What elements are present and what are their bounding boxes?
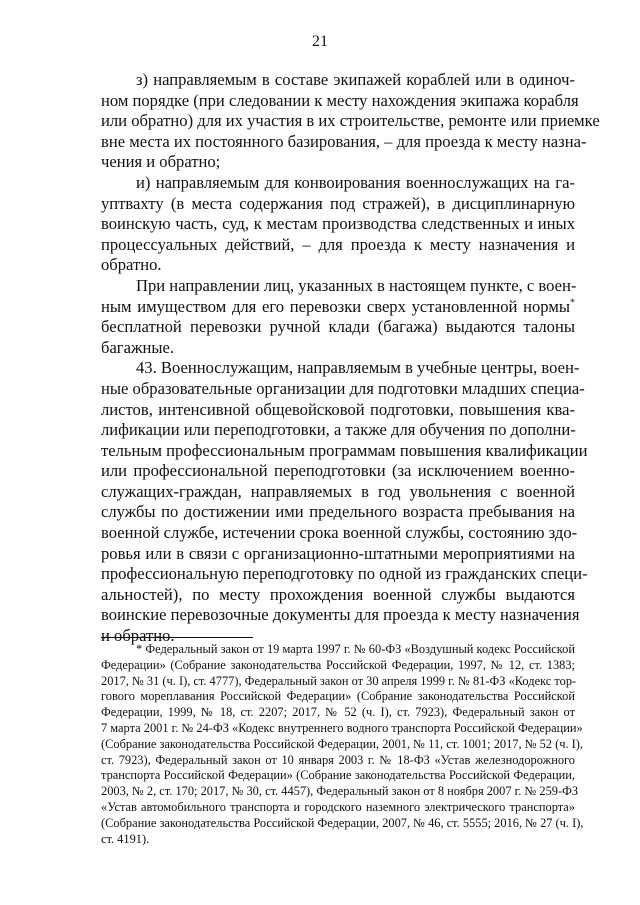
body-line-text: тельным профессиональным программам повышения квалификации xyxy=(101,440,588,460)
body-line xyxy=(101,400,575,421)
footnote-line xyxy=(101,768,575,784)
footnote-line-text: гового мореплавания Российской Федерации» (Собрание законодательства Российской xyxy=(101,689,575,704)
footnote-line-text: (Собрание законодательства Российской Федерации, 2007, № 46, ст. 5555; 2016, № 27 (ч. I), xyxy=(101,815,584,830)
footnote-line xyxy=(101,720,583,737)
footnote-line-text: 7 марта 2001 г. № 24-ФЗ «Кодекс внутреннего водного транспорта Российской Федерации» xyxy=(101,720,583,735)
footnote-line xyxy=(101,832,575,848)
body-line xyxy=(101,461,575,482)
footnote-line-text: Федерации, 1999, № 18, ст. 2207; 2017, № 52 (ч. I), ст. 7923), Федеральный закон от xyxy=(101,705,575,720)
body-line-text: лификации или переподготовки, а также для обучения по дополни- xyxy=(101,420,576,440)
body-line-text: воинские перевозочные документы для проезда к месту назначения xyxy=(101,605,580,625)
body-line xyxy=(101,564,588,585)
footnote-line-text: * Федеральный закон от 19 марта 1997 г. № 60-ФЗ «Воздушный кодекс Российской xyxy=(136,642,575,656)
body-line xyxy=(101,585,575,606)
body-line xyxy=(101,235,575,256)
footnote-line-text: Федерации» (Собрание законодательства Российской Федерации, 1997, № 12, ст. 1383; xyxy=(101,657,575,672)
body-line xyxy=(101,502,575,523)
body-line xyxy=(101,338,575,359)
body-line xyxy=(101,297,575,318)
footnote-line xyxy=(101,689,575,705)
body-line-text: воинскую часть, суд, к местам производства следственных и иных xyxy=(101,214,575,234)
body-line xyxy=(101,358,580,379)
body-line-text: вне места их постоянного базирования, – для проезда к месту назна- xyxy=(101,131,587,151)
body-line xyxy=(101,378,585,400)
footnote-line-text: «Устав автомобильного транспорта и городского наземного электрического транспорта» xyxy=(101,799,575,814)
body-line-text: службы по достижении ими предельного возраста пребывания на xyxy=(101,502,575,522)
body-line-text: служащих-граждан, направляемых в год увольнения с военной xyxy=(101,481,575,501)
footnote-marker: * xyxy=(570,297,575,308)
body-line-text: При направлении лиц, указанных в настоящем пункте, с воен- xyxy=(136,275,577,295)
footnote-line xyxy=(101,705,575,721)
body-line-text: обратно. xyxy=(101,255,162,275)
body-line-text: чения и обратно; xyxy=(101,152,221,172)
body-line xyxy=(101,317,575,338)
body-line-text: военной службе, истечении срока военной службы, состоянию здо- xyxy=(101,523,578,543)
body-line-text: з) направляемым в составе экипажей кораблей или в одиноч- xyxy=(136,70,575,89)
body-line-text: ном порядке (при следовании к месту нахождения экипажа корабля xyxy=(101,90,579,110)
body-line xyxy=(101,70,575,91)
body-line xyxy=(101,544,575,565)
body-line xyxy=(101,482,575,503)
footnote-line-text: ст. 7923), Федеральный закон от 10 января 2003 г. № 18-ФЗ «Устав железнодорожного xyxy=(101,752,575,767)
body-line xyxy=(101,214,575,235)
body-line xyxy=(101,420,575,441)
footnote-line-text: ст. 4191). xyxy=(101,831,150,846)
body-line-text: и) направляемым для конвоирования военнослужащих на га- xyxy=(136,172,575,192)
body-line-text: бесплатной перевозки ручной клади (багажа) выдаются талоны xyxy=(101,317,575,337)
footnote-line xyxy=(101,658,575,674)
main-text xyxy=(101,70,600,647)
body-line-text: альностей), по месту прохождения военной службы выдаются xyxy=(101,584,575,604)
footnote-line xyxy=(101,815,584,832)
body-line-text: багажные. xyxy=(101,337,174,357)
body-line xyxy=(101,131,587,153)
body-line-text: листов, интенсивной общевойсковой подготовки, повышения ква- xyxy=(101,399,575,419)
footnote-line-text: 2017, № 31 (ч. I), ст. 4777), Федеральный закон от 30 апреля 1999 г. № 81-ФЗ «Кодекс тор- xyxy=(101,673,577,688)
body-line xyxy=(101,111,600,132)
body-line xyxy=(101,605,580,626)
body-line-text: процессуальных действий, – для проезда к месту назначения и xyxy=(101,234,575,254)
footnote-line xyxy=(101,642,575,658)
footnote-line xyxy=(101,736,584,753)
body-line-text: ные образовательные организации для подготовки младших специа- xyxy=(101,378,585,398)
body-line xyxy=(101,90,579,112)
body-line-text: уптвахту (в места содержания под стражей), в дисциплинарную xyxy=(101,193,575,213)
body-line-text: или обратно) для их участия в их строительстве, ремонте или приемке xyxy=(101,111,600,131)
body-line-text: 43. Военнослужащим, направляемым в учебные центры, воен- xyxy=(136,358,580,378)
footnote-line-text: транспорта Российской Федерации» (Собрание законодательства Российской Федерации, xyxy=(101,768,575,783)
body-line xyxy=(101,276,575,297)
body-line xyxy=(101,152,575,173)
body-line-text: и обратно. xyxy=(101,626,175,646)
footnote-line-text: 2003, № 2, ст. 170; 2017, № 30, ст. 4457), Федеральный закон от 8 ноября 2007 г. № 259-ФЗ xyxy=(101,784,579,799)
body-line-text: профессиональную переподготовку по одной из гражданских специ- xyxy=(101,564,588,584)
footnote xyxy=(101,642,584,847)
footnote-line-text: (Собрание законодательства Российской Федерации, 2001, № 11, ст. 1001; 2017, № 52 (ч. I), xyxy=(101,736,584,751)
footnote-line xyxy=(101,753,575,769)
body-line-text: ровья или в связи с организационно-штатными мероприятиями на xyxy=(101,543,575,563)
footnote-line xyxy=(101,784,579,800)
page-number: 21 xyxy=(312,33,328,50)
footnote-separator xyxy=(101,637,253,638)
body-line-text: ным имуществом для его перевозки сверх установленной нормы xyxy=(101,296,570,316)
footnote-line xyxy=(101,674,575,690)
body-line xyxy=(101,194,575,215)
body-line xyxy=(101,440,588,462)
body-line xyxy=(101,255,575,276)
body-line xyxy=(101,173,575,194)
body-line xyxy=(101,523,578,544)
body-line-text: или профессиональной переподготовки (за исключением военно- xyxy=(101,461,575,481)
footnote-line xyxy=(101,800,575,816)
